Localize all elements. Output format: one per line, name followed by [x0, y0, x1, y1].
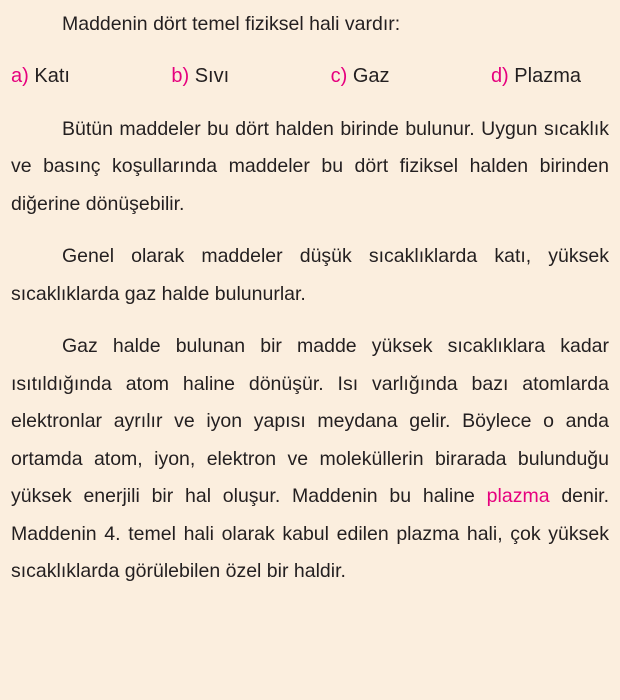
option-label: Sıvı — [194, 64, 230, 87]
option-label: Plazma — [514, 64, 581, 87]
paragraph-temperature: Genel olarak maddeler düşük sıcaklıklarda katı, yüksek sıcaklıklarda gaz halde bulunurlar. — [11, 245, 609, 305]
option-gas — [331, 61, 390, 91]
paragraph-states-transform: Bütün maddeler bu dört halden birinde bulunur. Uygun sıcaklık ve basınç koşullarında maddeler bu dört fiziksel halden birinden diğerine dönüşebilir. — [11, 117, 609, 215]
option-letter: d) — [490, 64, 509, 87]
option-letter: b) — [171, 64, 190, 87]
plasma-highlight: plazma — [486, 485, 550, 507]
option-letter: a) — [11, 64, 29, 87]
paragraph-plasma-before: Gaz halde bulunan bir madde yüksek sıcaklıklara kadar ısıtıldığında atom haline dönüşür. Isı varlığında bazı atomlarda elektronlar ayrılır ve iyon yapısı meydana gelir. Böylece o anda ortamda atom, iyon, elektron ve moleküllerin birarada bulunduğu yüksek enerjili bir hal oluşur. Maddenin bu haline — [11, 335, 609, 507]
intro-text: Maddenin dört temel fiziksel hali vardır: — [62, 13, 401, 35]
paragraph-plasma-after: denir. Maddenin 4. temel hali olarak kabul edilen plazma hali, çok yüksek sıcaklıklarda görülebilen özel bir haldir. — [11, 485, 610, 582]
option-letter: c) — [330, 64, 348, 87]
option-label: Gaz — [352, 64, 390, 87]
paragraph-plasma — [11, 328, 609, 591]
option-label: Katı — [34, 64, 70, 87]
option-liquid — [171, 61, 229, 91]
option-plasma — [491, 61, 581, 91]
option-solid — [11, 61, 70, 91]
state-options-list — [11, 61, 609, 91]
